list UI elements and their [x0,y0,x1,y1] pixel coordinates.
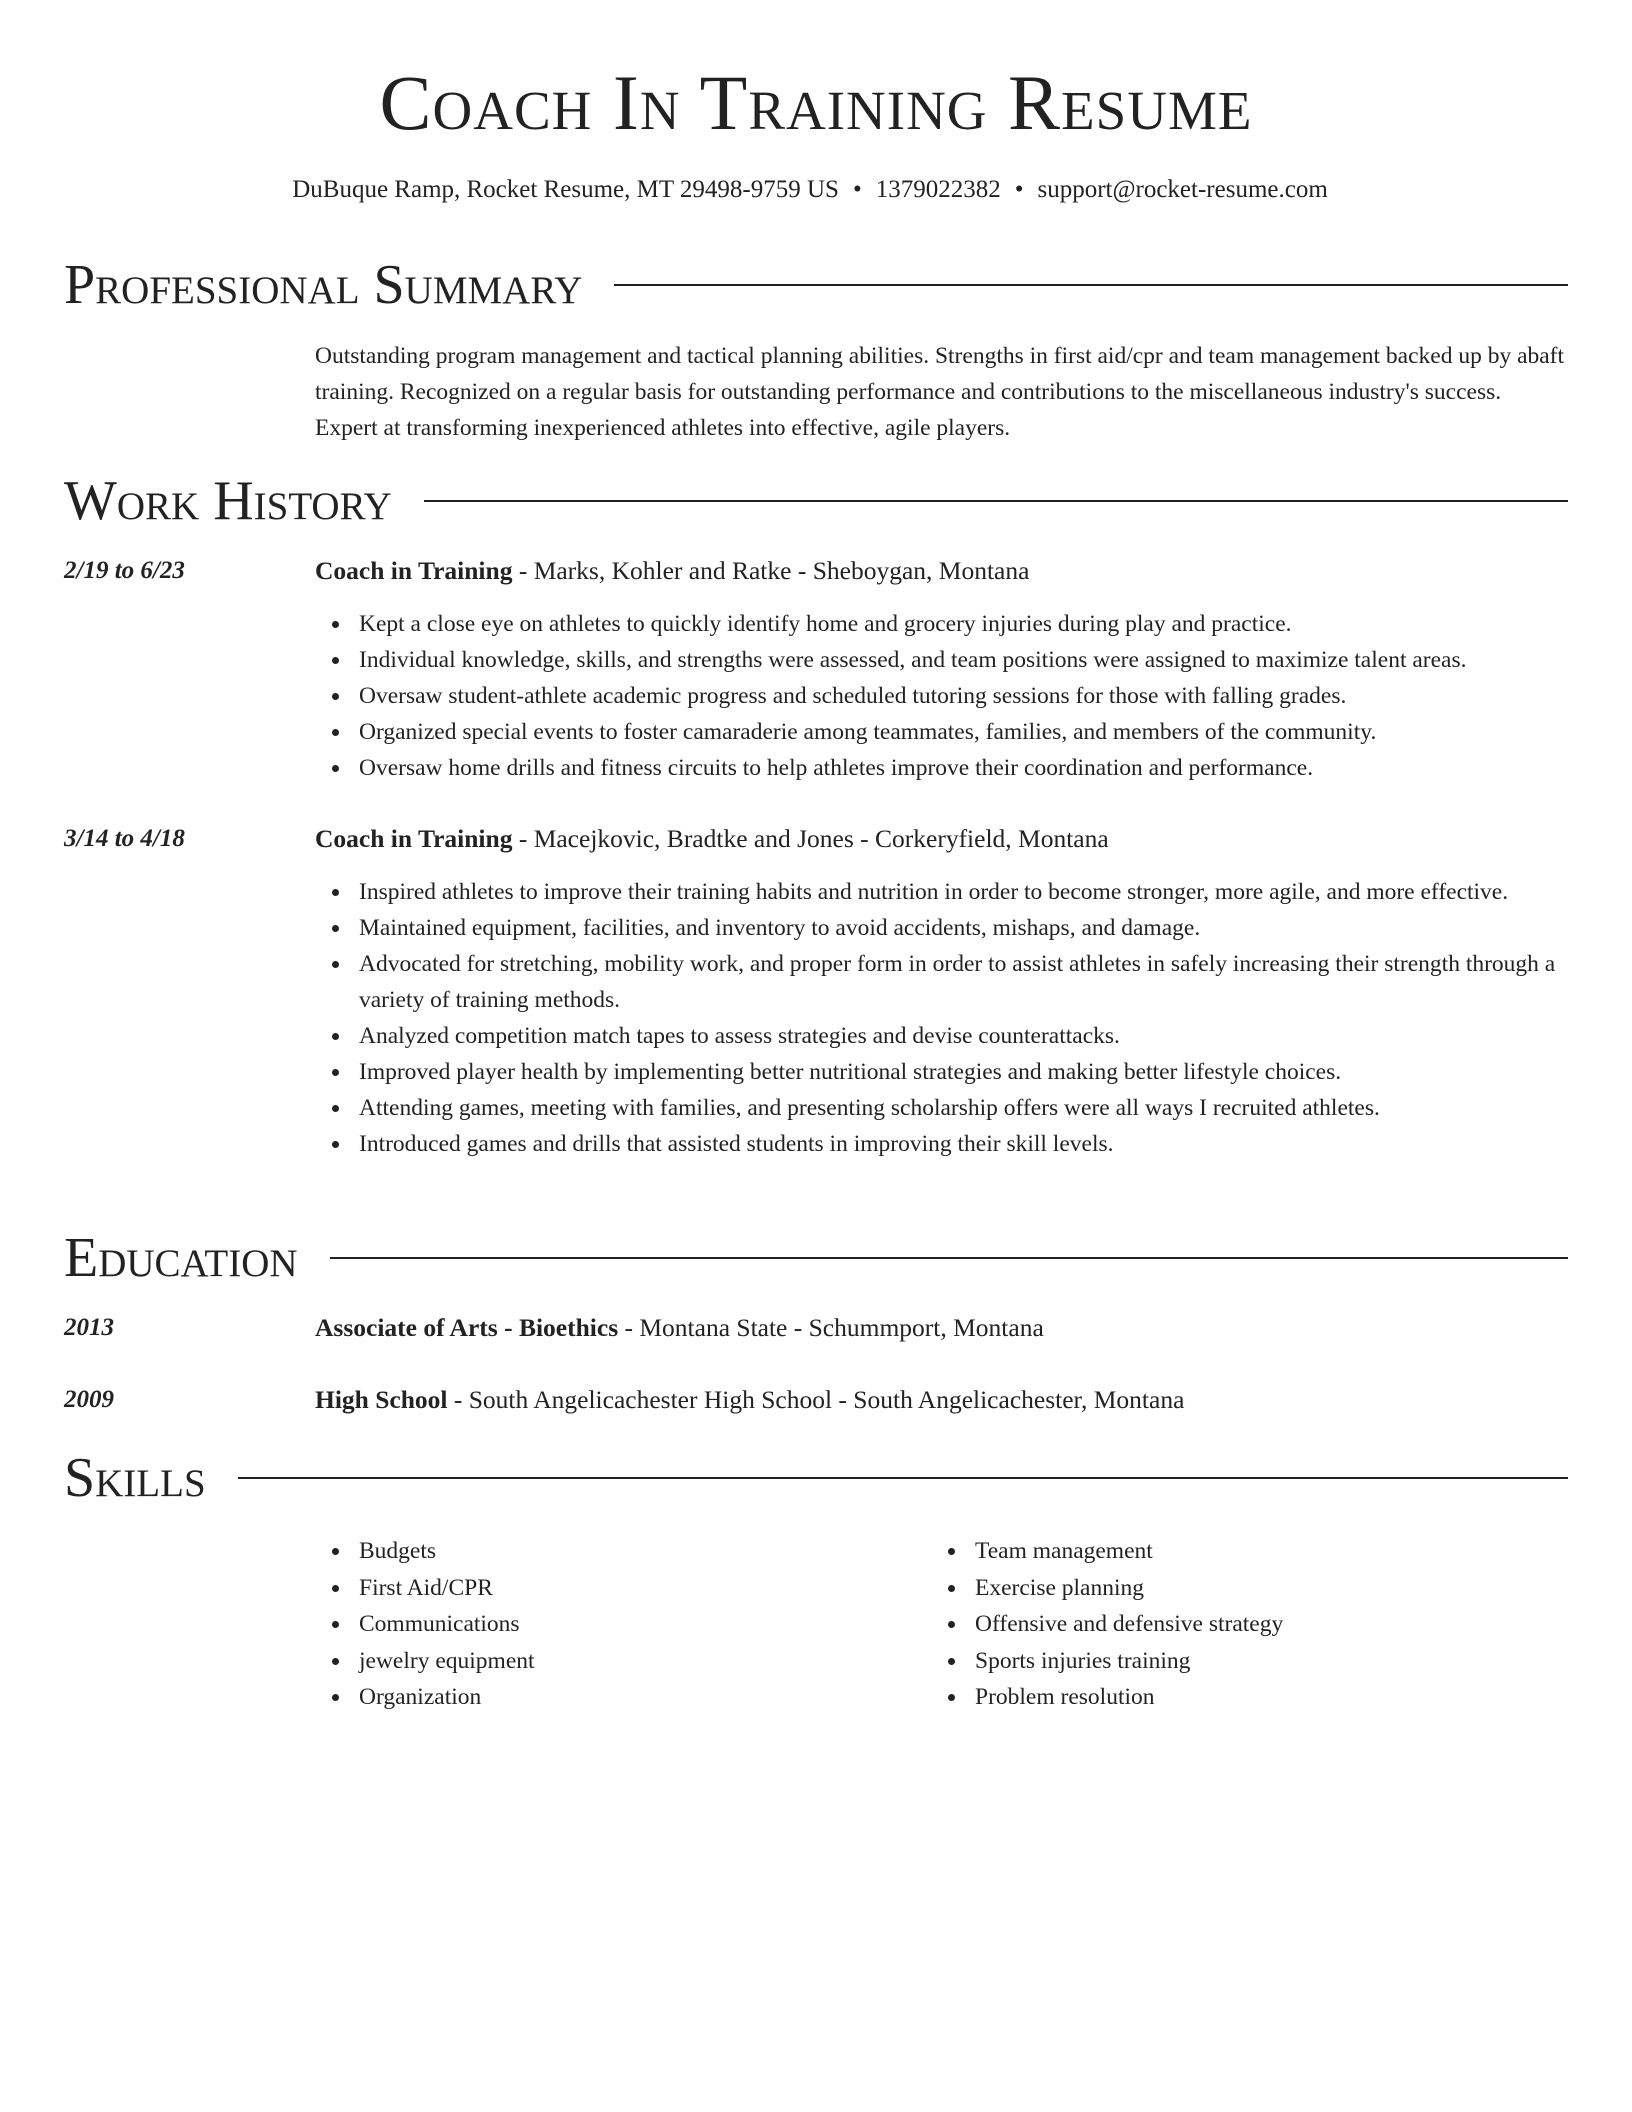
skills-list-left [315,1533,919,1716]
skills-list-right [931,1533,1535,1716]
education-school-location: - Montana State - Schummport, Montana [618,1313,1044,1342]
job-duty: Maintained equipment, facilities, and inventory to avoid accidents, mishaps, and damage. [359,910,1621,946]
work-section-title: Work History [64,470,392,532]
contact-separator: • [1014,176,1024,203]
skill-item: Communications [359,1606,919,1643]
education-section-header [64,1226,1568,1290]
skill-item: Budgets [359,1533,919,1570]
education-degree: Associate of Arts - Bioethics [315,1313,619,1342]
education-year: 2009 [64,1386,114,1413]
job-employer-location: - Marks, Kohler and Ratke - Sheboygan, Montana [512,556,1030,585]
job-heading [315,553,1575,589]
work-section-header [64,469,1568,533]
contact-phone: 1379022382 [875,176,1001,203]
skill-item: Offensive and defensive strategy [975,1606,1535,1643]
skill-item: First Aid/CPR [359,1570,919,1607]
education-entry [315,1310,1575,1346]
skills-section-header [64,1446,1568,1510]
summary-section-title: Professional Summary [64,254,583,316]
job-duty: Advocated for stretching, mobility work, and proper form in order to assist athletes in safely increasing their strength through a variety of training methods. [359,946,1621,1018]
job-duties-list [315,606,1621,786]
section-divider [424,500,1568,502]
job-duties-list [315,874,1621,1162]
contact-email: support@rocket-resume.com [1037,176,1328,203]
education-section-title: Education [64,1227,298,1289]
education-year: 2013 [64,1314,114,1341]
job-employer-location: - Macejkovic, Bradtke and Jones - Corkeryfield, Montana [512,824,1109,853]
skill-item: Team management [975,1533,1535,1570]
contact-separator: • [852,176,862,203]
job-duty: Analyzed competition match tapes to assess strategies and devise counterattacks. [359,1018,1621,1054]
job-dates: 2/19 to 6/23 [64,557,185,584]
job-dates: 3/14 to 4/18 [64,825,185,852]
education-school-location: - South Angelicachester High School - South Angelicachester, Montana [447,1385,1185,1414]
skill-item: Exercise planning [975,1570,1535,1607]
job-duty: Improved player health by implementing better nutritional strategies and making better lifestyle choices. [359,1054,1621,1090]
job-duty: Individual knowledge, skills, and strengths were assessed, and team positions were assigned to maximize talent areas. [359,642,1621,678]
job-duty: Oversaw student-athlete academic progress and scheduled tutoring sessions for those with falling grades. [359,678,1621,714]
section-divider [238,1477,1568,1479]
job-duty: Introduced games and drills that assisted students in improving their skill levels. [359,1126,1621,1162]
section-divider [330,1257,1568,1259]
skill-item: Problem resolution [975,1679,1535,1716]
job-position: Coach in Training [315,824,513,853]
contact-address: DuBuque Ramp, Rocket Resume, MT 29498-9759 US [292,176,839,203]
contact-line [0,172,1620,208]
skill-item: jewelry equipment [359,1643,919,1680]
skill-item: Organization [359,1679,919,1716]
skill-item: Sports injuries training [975,1643,1535,1680]
job-duty: Attending games, meeting with families, and presenting scholarship offers were all ways I recruited athletes. [359,1090,1621,1126]
job-position: Coach in Training [315,556,513,585]
resume-title: Coach In Training Resume [379,59,1253,146]
job-duty: Inspired athletes to improve their training habits and nutrition in order to become stronger, more agile, and more effective. [359,874,1621,910]
job-heading [315,821,1575,857]
job-duty: Kept a close eye on athletes to quickly identify home and grocery injuries during play and practice. [359,606,1621,642]
summary-text: Outstanding program management and tactical planning abilities. Strengths in first aid/cpr and team management backed up by abaft training. Recognized on a regular basis for outstanding performance and contributions to the miscellaneous industry's success. Expert at transforming inexperienced athletes into effective, agile players. [315,343,1565,441]
skills-section-title: Skills [64,1447,206,1509]
job-duty: Oversaw home drills and fitness circuits to help athletes improve their coordination and performance. [359,750,1621,786]
education-entry [315,1382,1575,1418]
summary-section-header [64,253,1568,317]
education-degree: High School [315,1385,448,1414]
job-duty: Organized special events to foster camaraderie among teammates, families, and members of the community. [359,714,1621,750]
section-divider [614,284,1568,286]
